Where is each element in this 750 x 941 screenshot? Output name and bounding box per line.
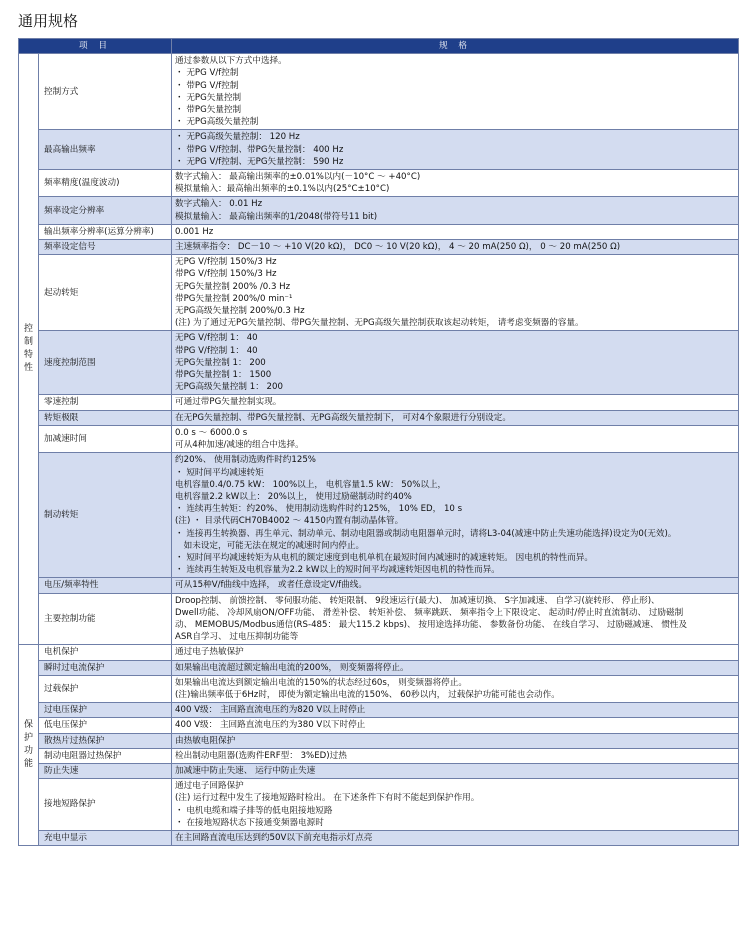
spec-line: ・ 短时间平均减速转矩 — [175, 467, 264, 478]
row-item: 防止失速 — [39, 763, 172, 778]
spec-line: 带PG V/f控制 150%/3 Hz — [175, 269, 277, 280]
row-spec — [172, 578, 739, 593]
spec-line: 可通过带PG矢量控制实现。 — [175, 397, 282, 408]
row-spec — [172, 748, 739, 763]
spec-line: 加减速中防止失速、 运行中防止失速 — [175, 765, 316, 776]
spec-line: 约20%、 使用制动选购件时约125% — [175, 455, 316, 466]
row-item: 零速控制 — [39, 395, 172, 410]
row-item: 瞬时过电流保护 — [39, 660, 172, 675]
table-row — [19, 197, 739, 224]
row-spec — [172, 763, 739, 778]
spec-line: ASR自学习、 过电压抑制功能等 — [175, 632, 299, 643]
row-spec — [172, 197, 739, 224]
row-spec — [172, 593, 739, 645]
table-row — [19, 675, 739, 702]
table-row — [19, 255, 739, 331]
row-spec — [172, 240, 739, 255]
spec-line: ・ 在接地短路状态下接通变频器电源时 — [175, 817, 324, 828]
spec-line: (注) 为了通过无PG矢量控制、带PG矢量控制、无PG高级矢量控制获取该起动转矩， 请考虑变频器的容量。 — [175, 318, 584, 329]
category-label: 保护功能 — [23, 720, 33, 770]
row-item: 电机保护 — [39, 645, 172, 660]
spec-line: (注) 运行过程中发生了接地短路时检出。 在下述条件下有时不能起到保护作用。 — [175, 793, 480, 804]
page-title: 通用规格 — [18, 12, 79, 30]
row-spec — [172, 170, 739, 197]
spec-line: 由热敏电阻保护 — [175, 735, 236, 746]
table-row — [19, 703, 739, 718]
spec-line: 无PG矢量控制 1： 200 — [175, 357, 266, 368]
row-item: 控制方式 — [39, 54, 172, 130]
table-row — [19, 410, 739, 425]
row-spec — [172, 660, 739, 675]
spec-line: ・ 连接再生转换器、再生单元、制动单元、制动电阻器或制动电阻器单元时，请将L3-04(减速中防止失速功能选择)设定为0(无效)。 — [175, 528, 677, 539]
spec-table — [18, 38, 739, 846]
table-header-row — [19, 39, 739, 54]
table-row — [19, 224, 739, 239]
table-row — [19, 718, 739, 733]
row-spec — [172, 255, 739, 331]
table-row — [19, 130, 739, 170]
spec-line: 检出制动电阻器(选购件ERF型： 3%ED)过热 — [175, 750, 347, 761]
row-item: 电压/频率特性 — [39, 578, 172, 593]
row-spec — [172, 130, 739, 170]
spec-line: 可从4种加速/减速的组合中选择。 — [175, 440, 304, 451]
table-row — [19, 593, 739, 645]
row-item: 频率精度(温度波动) — [39, 170, 172, 197]
spec-line: 无PG V/f控制 150%/3 Hz — [175, 257, 277, 268]
row-item: 转矩极限 — [39, 410, 172, 425]
row-item: 加减速时间 — [39, 425, 172, 452]
spec-line: 如未设定，可能无法在规定的减速时间内停止。 — [175, 540, 365, 551]
row-spec — [172, 779, 739, 831]
table-row — [19, 645, 739, 660]
header-spec: 规 格 — [172, 39, 739, 54]
spec-line: ・ 带PG矢量控制 — [175, 105, 242, 116]
spec-line: 模拟量输入：最高输出频率的±0.1%以内(25°C±10°C) — [175, 184, 390, 195]
row-item: 频率设定分辨率 — [39, 197, 172, 224]
spec-line: 模拟量输入： 最高输出频率的1/2048(带符号11 bit) — [175, 211, 378, 222]
row-spec — [172, 703, 739, 718]
row-spec — [172, 224, 739, 239]
row-item: 制动转矩 — [39, 453, 172, 578]
spec-line: Dwell功能、 冷却风扇ON/OFF功能、 滑差补偿、 转矩补偿、 频率跳跃、 频率指令上下限设定、 起动时/停止时直流制动、 过励磁制 — [175, 607, 684, 618]
table-row — [19, 170, 739, 197]
row-spec — [172, 675, 739, 702]
spec-line: 在无PG矢量控制、带PG矢量控制、无PG高级矢量控制下， 可对4个象限进行分别设定。 — [175, 412, 511, 423]
spec-line: 动、 MEMOBUS/Modbus通信(RS-485： 最大115.2 kbps)、 按用途选择功能、 参数备份功能、 在线自学习、 过励磁减速、 惯性及 — [175, 619, 688, 630]
table-row — [19, 331, 739, 395]
spec-line: 带PG矢量控制 1： 1500 — [175, 370, 272, 381]
row-spec — [172, 54, 739, 130]
spec-line: 无PG高级矢量控制 1： 200 — [175, 382, 283, 393]
spec-line: (注) ・ 目录代码CH70B4002 ～ 4150内置有制动晶体管。 — [175, 516, 404, 527]
spec-line: 通过电子热敏保护 — [175, 647, 244, 658]
spec-line: ・ 带PG V/f控制 — [175, 80, 239, 91]
spec-line: 通过电子回路保护 — [175, 781, 244, 792]
row-item: 最高输出频率 — [39, 130, 172, 170]
spec-line: 400 V级： 主回路直流电压约为820 V以上时停止 — [175, 705, 366, 716]
spec-line: 无PG V/f控制 1： 40 — [175, 333, 258, 344]
row-spec — [172, 733, 739, 748]
row-spec — [172, 645, 739, 660]
spec-line: 无PG矢量控制 200% /0.3 Hz — [175, 281, 291, 292]
spec-line: 400 V级： 主回路直流电压约为380 V以下时停止 — [175, 720, 366, 731]
spec-line: 数字式输入： 0.01 Hz — [175, 199, 263, 210]
spec-line: 主速频率指令： DC－10 ～ +10 V(20 kΩ)， DC0 ～ 10 V(20 kΩ)， 4 ～ 20 mA(250 Ω)， 0 ～ 20 mA(250 Ω) — [175, 242, 621, 253]
row-spec — [172, 830, 739, 845]
row-item: 充电中显示 — [39, 830, 172, 845]
spec-line: 如果输出电流超过额定输出电流的200%， 则变频器将停止。 — [175, 662, 409, 673]
spec-line: ・ 无PG高级矢量控制： 120 Hz — [175, 132, 300, 143]
spec-line: 带PG矢量控制 200%/0 min⁻¹ — [175, 293, 293, 304]
table-row — [19, 240, 739, 255]
spec-line: 如果输出电流达到额定输出电流的150%的状态经过60s， 则变频器将停止。 — [175, 677, 467, 688]
spec-line: 无PG高级矢量控制 200%/0.3 Hz — [175, 306, 305, 317]
row-item: 低电压保护 — [39, 718, 172, 733]
category-control — [19, 54, 39, 645]
spec-line: ・ 无PG V/f控制、无PG矢量控制： 590 Hz — [175, 156, 344, 167]
spec-line: 带PG V/f控制 1： 40 — [175, 345, 258, 356]
row-item: 主要控制功能 — [39, 593, 172, 645]
row-item: 制动电阻器过热保护 — [39, 748, 172, 763]
table-row — [19, 763, 739, 778]
spec-line: (注)输出频率低于6Hz时， 即使为额定输出电流的150%、 60秒以内， 过载保护功能可能也会动作。 — [175, 689, 560, 700]
spec-line: ・ 无PG V/f控制 — [175, 68, 239, 79]
spec-line: 0.0 s ～ 6000.0 s — [175, 427, 248, 438]
row-item: 起动转矩 — [39, 255, 172, 331]
spec-line: 在主回路直流电压达到约50V以下前充电指示灯点亮 — [175, 832, 373, 843]
row-item: 输出频率分辨率(运算分辨率) — [39, 224, 172, 239]
table-row — [19, 748, 739, 763]
spec-line: ・ 带PG V/f控制、带PG矢量控制： 400 Hz — [175, 144, 344, 155]
table-row — [19, 733, 739, 748]
spec-line: ・ 短时间平均减速转矩为从电机的额定速度到电机单机在最短时间内减速时的减速转矩。 因电机的特性而异。 — [175, 552, 593, 563]
category-protection — [19, 645, 39, 846]
table-row — [19, 54, 739, 130]
spec-line: 0.001 Hz — [175, 226, 214, 237]
header-item: 项 目 — [19, 39, 172, 54]
spec-line: 电机容量0.4/0.75 kW： 100%以上， 电机容量1.5 kW： 50%以上， — [175, 479, 447, 490]
spec-line: ・ 无PG高级矢量控制 — [175, 117, 259, 128]
table-row — [19, 660, 739, 675]
category-label: 控制特性 — [23, 324, 33, 374]
table-row — [19, 453, 739, 578]
row-item: 频率设定信号 — [39, 240, 172, 255]
spec-line: ・ 电机电缆和端子排等的低电阻接地短路 — [175, 805, 333, 816]
row-spec — [172, 410, 739, 425]
table-row — [19, 779, 739, 831]
table-row — [19, 830, 739, 845]
spec-line: ・ 连续再生转矩：约20%、 使用制动选购件时约125%， 10% ED， 10 s — [175, 504, 463, 515]
table-row — [19, 395, 739, 410]
spec-line: 通过参数从以下方式中选择。 — [175, 56, 287, 67]
row-spec — [172, 718, 739, 733]
row-spec — [172, 395, 739, 410]
spec-line: Droop控制、 前馈控制、 零伺服功能、 转矩限制、 9段速运行(最大)、 加减速切换、 S字加减速、 自学习(旋转形、 停止形)、 — [175, 595, 660, 606]
table-row — [19, 425, 739, 452]
spec-line: ・ 无PG矢量控制 — [175, 92, 242, 103]
spec-line: 电机容量2.2 kW以上： 20%以上， 使用过励磁制动时约40% — [175, 491, 412, 502]
row-item: 散热片过热保护 — [39, 733, 172, 748]
row-spec — [172, 453, 739, 578]
row-item: 过电压保护 — [39, 703, 172, 718]
spec-line: 可从15种V/f曲线中选择， 或者任意设定V/f曲线。 — [175, 580, 367, 591]
table-row — [19, 578, 739, 593]
row-spec — [172, 425, 739, 452]
row-item: 速度控制范围 — [39, 331, 172, 395]
row-spec — [172, 331, 739, 395]
spec-line: 数字式输入： 最高输出频率的±0.01%以内(－10°C ～ +40°C) — [175, 172, 421, 183]
row-item: 过载保护 — [39, 675, 172, 702]
row-item: 接地短路保护 — [39, 779, 172, 831]
spec-line: ・ 连续再生转矩及电机容量为2.2 kW以上的短时间平均减速转矩因电机的特性而异。 — [175, 565, 500, 576]
